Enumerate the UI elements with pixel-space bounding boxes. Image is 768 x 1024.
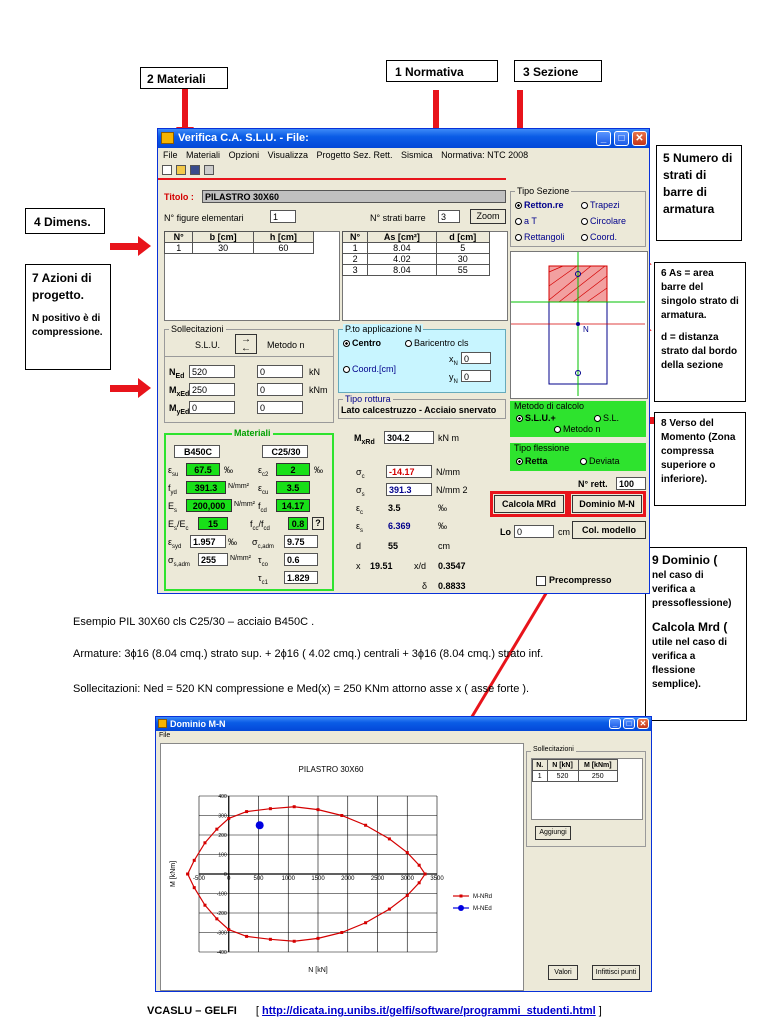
lo-label: Lo: [500, 527, 511, 537]
domain-solle-table-area: [531, 758, 643, 820]
radio-rettangoli[interactable]: [515, 232, 565, 242]
dominio-mn-highlight: [568, 491, 646, 517]
menu-visualizza[interactable]: Visualizza: [267, 150, 308, 160]
main-window: [157, 128, 650, 594]
sigma-c-value: -14.17: [386, 465, 432, 478]
mxed-label: $M_{xEd}$: [169, 385, 190, 398]
domain-app-icon: [158, 719, 167, 728]
radio-on-icon: [515, 202, 522, 209]
eps-c-unit: ‰: [438, 503, 447, 513]
chart-ylabel: M [kNm]: [170, 860, 177, 888]
eyd-label: $\varepsilon_{syd}$: [168, 537, 182, 550]
radio-retta-label: Retta: [525, 456, 548, 466]
radio-trapezi-label: Trapezi: [590, 200, 620, 210]
chart-y-tick-label: 0: [223, 872, 227, 878]
callout-azioni-text1: 7 Azioni di progetto.: [32, 271, 92, 302]
precompresso-checkbox[interactable]: [536, 575, 612, 586]
footer-open-bracket: [: [255, 1005, 259, 1017]
radio-off-icon: [581, 202, 588, 209]
callout-dominio-sub: nel caso di verifica a pressoflessione): [652, 570, 732, 609]
es-label: $E_s$: [168, 501, 178, 514]
minimize-icon[interactable]: _: [596, 131, 611, 146]
ned-input[interactable]: 520: [189, 365, 235, 378]
swap-arrows-icon[interactable]: → ←: [235, 334, 257, 354]
tipo-rottura-value: Lato calcestruzzo - Acciaio snervato: [341, 405, 497, 415]
yn-label: $y_N$: [449, 372, 458, 385]
sigma-s-unit: N/mm 2: [436, 485, 468, 495]
mxed-secondary[interactable]: 0: [257, 383, 303, 396]
xn-input[interactable]: 0: [461, 352, 491, 364]
radio-off-icon: [581, 234, 588, 241]
calcola-mrd-highlight: [490, 491, 568, 517]
save-icon[interactable]: [190, 165, 200, 175]
callout-numero-strati-text: 5 Numero di strati di barre di armatura: [663, 151, 733, 216]
callout-dominio-title: 9 Dominio (: [652, 553, 718, 567]
chart-point-mnrd: [340, 814, 343, 817]
chart-y-tick-label: 400: [218, 794, 227, 800]
callout-dimens-text: 4 Dimens.: [34, 215, 91, 229]
chart-point-mnrd: [418, 864, 421, 867]
fyd-label: $f_{yd}$: [168, 483, 177, 496]
chart-y-tick-label: -400: [216, 950, 227, 956]
tipo-rottura-title: Tipo rottura: [345, 394, 391, 404]
es-unit: N/mm²: [234, 501, 255, 508]
maximize-icon[interactable]: □: [614, 131, 629, 146]
fccfcd-label: $f_{cc}/f_{cd}$: [250, 519, 270, 532]
chart-xlabel: N [kN]: [308, 967, 328, 974]
callout-area-barre-text1: 6 As = area barre del singolo strato di armatura.: [661, 268, 739, 321]
sigma-c-label: $\sigma_c$: [356, 467, 365, 480]
chart-point-mnrd: [186, 873, 189, 876]
ssadm-value[interactable]: 255: [198, 553, 228, 566]
callout-materiali-text: 2 Materiali: [147, 72, 206, 86]
mrd-unit: kN m: [438, 433, 459, 443]
zoom-button[interactable]: Zoom: [470, 209, 506, 224]
radio-circolare[interactable]: [581, 216, 626, 226]
d-label: d: [356, 541, 362, 551]
chart-point-mnrd: [424, 873, 427, 876]
chart-x-tick-label: 3500: [430, 876, 444, 883]
dims-cell[interactable]: 30: [193, 243, 253, 254]
ecu-value[interactable]: 3.5: [276, 481, 310, 494]
chart-point-mnrd: [215, 828, 218, 831]
checkbox-icon: [536, 576, 546, 586]
radio-off-icon: [581, 218, 588, 225]
radio-a-t[interactable]: [515, 216, 537, 226]
fyd-unit: N/mm²: [228, 483, 249, 490]
main-window-title: Verifica C.A. S.L.U. - File:: [178, 132, 309, 144]
chart-point-mnrd: [406, 894, 409, 897]
p-applicazione-group: [338, 324, 506, 393]
dominio-mn-button[interactable]: Dominio M-N: [572, 495, 642, 513]
radio-sl-label: S.L.: [603, 413, 620, 423]
domain-minimize-icon[interactable]: _: [609, 718, 621, 729]
radio-off-icon: [594, 415, 601, 422]
azioni-rows: [165, 356, 333, 423]
precompresso-label: Precompresso: [549, 575, 612, 585]
main-window-titlebar[interactable]: [158, 129, 649, 148]
footer-close-bracket: ]: [598, 1005, 602, 1017]
chart-point-mnrd: [317, 808, 320, 811]
chart-point-mnrd: [203, 841, 206, 844]
yn-input[interactable]: 0: [461, 370, 491, 382]
eps-c-label: $\varepsilon_c$: [356, 503, 364, 516]
domain-maximize-icon[interactable]: □: [623, 718, 635, 729]
d-value: 55: [388, 541, 399, 551]
chart-point-mnrd: [245, 810, 248, 813]
chart-x-tick-label: 2000: [341, 876, 355, 883]
chart-point-mnrd: [388, 908, 391, 911]
footer-left: VCASLU – GELFI: [147, 1005, 237, 1017]
steel-class-button[interactable]: B450C: [174, 445, 220, 458]
section-preview: [510, 251, 648, 399]
domain-solle-table: [532, 759, 618, 782]
x-label: x: [356, 561, 361, 571]
esu-unit: ‰: [224, 465, 233, 475]
radio-off-icon: [515, 234, 522, 241]
section-drawing: [511, 252, 645, 396]
menu-opzioni[interactable]: Opzioni: [228, 150, 260, 160]
radio-rettangolo[interactable]: [515, 200, 564, 210]
radio-rettangolo-label: Retton.re: [524, 200, 564, 210]
esec-value[interactable]: 15: [198, 517, 228, 530]
esu-label: $\varepsilon_{su}$: [168, 465, 179, 478]
materiali-title: Materiali: [234, 428, 271, 438]
domain-solle-cell[interactable]: 250: [578, 771, 617, 782]
radio-coord[interactable]: [581, 232, 617, 242]
concrete-class-button[interactable]: C25/30: [262, 445, 308, 458]
chart-point-mnrd: [340, 931, 343, 934]
radio-off-icon: [405, 340, 412, 347]
ssadm-unit: N/mm²: [230, 555, 251, 562]
chart-point-mnrd: [406, 851, 409, 854]
radio-a-t-label: a T: [524, 216, 537, 226]
callout-verso-momento-text: 8 Verso del Momento (Zona compressa superiore o inferiore).: [661, 418, 736, 485]
slu-label: S.L.U.: [195, 340, 221, 350]
legend-label-mnrd: M-NRd: [473, 894, 492, 900]
x-value: 19.51: [370, 561, 393, 571]
menu-file[interactable]: File: [163, 150, 178, 160]
bars-table: [342, 231, 490, 276]
d-unit: cm: [438, 541, 450, 551]
chart-point-mnrd: [269, 938, 272, 941]
chart-x-tick-label: 0: [227, 876, 231, 883]
domain-solle-title: Sollecitazioni: [533, 746, 574, 753]
dims-header-b: b [cm]: [193, 232, 253, 243]
bars-cell[interactable]: 1: [343, 243, 368, 254]
tc1-label: $\tau_{c1}$: [258, 573, 268, 586]
chart-y-tick-label: -200: [216, 911, 227, 917]
chart-x-tick-label: 2500: [370, 876, 385, 883]
chart-x-tick-label: 1000: [281, 876, 295, 883]
bars-cell[interactable]: 2: [343, 254, 368, 265]
mrd-value: 304.2: [384, 431, 434, 444]
sollecitazioni-group: [164, 324, 334, 423]
legend-marker-mned: [458, 905, 464, 911]
radio-metodo-n[interactable]: [554, 424, 601, 434]
mxed-unit: kNm: [309, 385, 328, 395]
chart-point-mnrd: [227, 817, 230, 820]
bars-header-as: As [cm²]: [368, 232, 436, 243]
radio-slu[interactable]: [516, 413, 556, 423]
eyd-value: 1.957: [190, 535, 226, 548]
nfig-input[interactable]: 1: [270, 210, 296, 223]
tipo-flessione-group: [510, 443, 646, 471]
eps-s-label: $\varepsilon_s$: [356, 521, 364, 534]
menu-normativa[interactable]: Normativa: NTC 2008: [441, 150, 529, 160]
paragraph-armature: Armature: 3ϕ16 (8.04 cmq.) strato sup. + 2ϕ16 ( 4.02 cmq.) centrali + 3ϕ16 (8.04 cmq.) strato inf.: [73, 648, 544, 660]
dims-cell[interactable]: 60: [253, 243, 313, 254]
eps-s-unit: ‰: [438, 521, 447, 531]
chart-y-tick-label: -100: [216, 891, 227, 898]
radio-circolare-label: Circolare: [590, 216, 627, 226]
ned-label: $N_{Ed}$: [169, 367, 185, 380]
radio-coord-label: Coord.: [590, 232, 618, 242]
callout-sezione-text: 3 Sezione: [523, 65, 579, 79]
callout-normativa-text: 1 Normativa: [395, 65, 464, 79]
domain-chart-area: [160, 743, 524, 991]
footer-link[interactable]: http://dicata.ing.unibs.it/gelfi/software/programmi_studenti.html: [262, 1005, 596, 1017]
main-menubar: [160, 148, 647, 162]
radio-off-icon: [554, 426, 561, 433]
ec2-unit: ‰: [314, 465, 323, 475]
callout-calcola-sub: utile nel caso di verifica a flessione semplice).: [652, 637, 728, 690]
radio-off-icon: [580, 458, 587, 465]
bars-cell[interactable]: 4.02: [368, 254, 436, 265]
legend-marker-mnrd: [460, 895, 463, 898]
radio-baricentro-label: Baricentro cls: [414, 338, 469, 348]
radio-deviata[interactable]: [580, 456, 620, 466]
bars-cell[interactable]: 5: [436, 243, 489, 254]
domain-menu-file[interactable]: File: [159, 732, 171, 739]
esec-label: $E_s/E_c$: [168, 519, 189, 532]
materiali-group: [164, 428, 334, 591]
sollecitazioni-title: Sollecitazioni: [171, 324, 224, 334]
chart-point-mnrd: [293, 940, 296, 943]
chart-point-mnrd: [317, 937, 320, 940]
col-modello-button[interactable]: Col. modello: [572, 521, 646, 539]
menu-materiali[interactable]: Materiali: [186, 150, 221, 160]
callout-area-barre-text2: d = distanza strato dal bordo della sezione: [661, 332, 738, 371]
ned-unit: kN: [309, 367, 320, 377]
bars-cell[interactable]: 55: [436, 265, 489, 276]
fyd-value[interactable]: 391.3: [186, 481, 226, 494]
chart-x-tick-label: 3000: [400, 876, 414, 883]
lo-unit: cm: [558, 527, 570, 537]
close-icon[interactable]: ✕: [632, 131, 647, 146]
chart-point-mnrd: [215, 917, 218, 920]
radio-centro[interactable]: [343, 338, 381, 348]
chart-point-mnrd: [418, 881, 421, 884]
bars-header-n: N°: [343, 232, 368, 243]
ssadm-label: $\sigma_{s,adm}$: [168, 555, 190, 568]
chart-y-tick-label: 100: [218, 852, 227, 859]
radio-coord-cm-label: Coord.[cm]: [352, 364, 397, 374]
chart-point-mnrd: [364, 921, 367, 924]
infittisci-button[interactable]: Infittisci punti: [592, 965, 640, 980]
menu-sismica[interactable]: Sismica: [401, 150, 433, 160]
chart-x-tick-label: 500: [253, 876, 264, 883]
footer: [147, 1005, 602, 1017]
ecu-label: $\varepsilon_{cu}$: [258, 483, 269, 496]
print-icon[interactable]: [204, 165, 214, 175]
titolo-input[interactable]: PILASTRO 30X60: [202, 190, 506, 203]
chart-point-mnrd: [245, 935, 248, 938]
chart-y-tick-label: 200: [218, 833, 227, 839]
radio-off-icon: [515, 218, 522, 225]
valori-button[interactable]: Valori: [548, 965, 578, 980]
eyd-unit: ‰: [228, 537, 237, 547]
aggiungi-button[interactable]: Aggiungi: [535, 826, 571, 840]
chart-x-tick-label: -500: [192, 876, 206, 883]
svg-text:N: N: [583, 325, 589, 334]
dims-table: [164, 231, 314, 254]
myed-secondary[interactable]: 0: [257, 401, 303, 414]
eps-c-value: 3.5: [388, 503, 401, 513]
radio-retta[interactable]: [516, 456, 548, 466]
myed-input[interactable]: 0: [189, 401, 235, 414]
ned-secondary[interactable]: 0: [257, 365, 303, 378]
dims-header-h: h [cm]: [253, 232, 313, 243]
domain-chart: [161, 744, 521, 988]
mxed-input[interactable]: 250: [189, 383, 235, 396]
nstrati-input[interactable]: 3: [438, 210, 460, 223]
p-applicazione-title: P.to applicazione N: [345, 324, 422, 334]
chart-point-mnrd: [364, 824, 367, 827]
fcd-label: $f_{cd}$: [258, 501, 267, 514]
tipo-flessione-title: Tipo flessione: [514, 443, 570, 453]
domain-solle-header: N.: [533, 760, 548, 771]
chart-y-tick-label: 300: [218, 813, 227, 820]
metodo-calcolo-group: [510, 401, 646, 437]
sigma-s-label: $\sigma_s$: [356, 485, 365, 498]
tipo-rottura-group: [338, 394, 506, 419]
domain-solle-header: M [kNm]: [578, 760, 617, 771]
radio-on-icon: [343, 340, 350, 347]
chart-x-tick-label: 1500: [311, 876, 325, 883]
radio-sl[interactable]: [594, 413, 619, 423]
esu-value[interactable]: 67.5: [186, 463, 220, 476]
bars-cell[interactable]: 8.04: [368, 265, 436, 276]
domain-solle-cell[interactable]: 1: [533, 771, 548, 782]
separator-line: [158, 178, 506, 180]
metodo-calcolo-title: Metodo di calcolo: [514, 401, 585, 411]
xd-value: 0.3547: [438, 561, 466, 571]
es-value[interactable]: 200,000: [186, 499, 232, 512]
titolo-label: Titolo :: [164, 192, 194, 202]
domain-window-titlebar[interactable]: [156, 717, 651, 731]
open-folder-icon[interactable]: [176, 165, 186, 175]
nstrati-label: N° strati barre: [370, 213, 426, 223]
radio-rettangoli-label: Rettangoli: [524, 232, 565, 242]
radio-metodo-n-label: Metodo n: [563, 424, 601, 434]
nrett-input[interactable]: 100: [616, 477, 646, 490]
new-file-icon[interactable]: [162, 165, 172, 175]
tc1-value: 1.829: [284, 571, 318, 584]
scadm-label: $\sigma_{c,adm}$: [252, 537, 274, 550]
chart-title: PILASTRO 30X60: [298, 765, 364, 774]
ec2-value[interactable]: 2: [276, 463, 310, 476]
metodo-n-label: Metodo n: [267, 340, 305, 350]
dims-header-n: N°: [165, 232, 193, 243]
bars-cell[interactable]: 30: [436, 254, 489, 265]
tco-label: $\tau_{co}$: [258, 555, 268, 568]
bars-header-d: d [cm]: [436, 232, 489, 243]
radio-trapezi[interactable]: [581, 200, 620, 210]
myed-label: $M_{yEd}$: [169, 403, 190, 416]
radio-off-icon: [343, 366, 350, 373]
paragraph-sollecitazioni: Sollecitazioni: Ned = 520 KN compressione e Med(x) = 250 KNm attorno asse x ( asse forte ).: [73, 683, 530, 695]
radio-centro-label: Centro: [352, 338, 381, 348]
lo-input[interactable]: 0: [514, 525, 554, 538]
delta-value: 0.8833: [438, 581, 466, 591]
sigma-c-unit: N/mm: [436, 467, 460, 477]
radio-on-icon: [516, 415, 523, 422]
main-toolbar: [160, 163, 216, 177]
domain-solle-cell[interactable]: 520: [547, 771, 578, 782]
chart-point-mnrd: [293, 805, 296, 808]
domain-close-icon[interactable]: ✕: [637, 718, 649, 729]
xd-label: x/d: [414, 561, 427, 571]
domain-window: [155, 716, 652, 992]
eps-s-value: 6.369: [388, 521, 411, 531]
callout-azioni-text2: N positivo è di compressione.: [32, 313, 103, 338]
xn-label: $x_N$: [449, 354, 458, 367]
tipo-sezione-group: [510, 186, 646, 247]
radio-baricentro[interactable]: [405, 338, 469, 348]
radio-deviata-label: Deviata: [589, 456, 620, 466]
ec2-label: $\varepsilon_{c2}$: [258, 465, 269, 478]
radio-on-icon: [516, 458, 523, 465]
chart-point-mnrd: [388, 837, 391, 840]
paragraph-example: Esempio PIL 30X60 cls C25/30 – acciaio B450C .: [73, 616, 315, 628]
chart-point-mnrd: [227, 928, 230, 931]
calcola-mrd-button[interactable]: Calcola MRd: [494, 495, 564, 513]
scadm-value[interactable]: 9.75: [284, 535, 318, 548]
mrd-label: $M_{xRd}$: [354, 433, 375, 446]
sigma-s-value: 391.3: [386, 483, 432, 496]
bars-cell[interactable]: 3: [343, 265, 368, 276]
chart-point-mnrd: [193, 886, 196, 889]
chart-point-mnrd: [203, 904, 206, 907]
app-icon: [161, 132, 174, 144]
chart-y-tick-label: -300: [216, 930, 227, 937]
nfig-label: N° figure elementari: [164, 213, 244, 223]
help-icon[interactable]: ?: [312, 517, 324, 530]
callout-calcola-title: Calcola Mrd (: [652, 620, 728, 634]
nrett-label: N° rett.: [578, 479, 608, 489]
chart-point-mnrd: [269, 807, 272, 810]
delta-label: δ: [422, 581, 428, 591]
tco-value[interactable]: 0.6: [284, 553, 318, 566]
domain-window-title: Dominio M-N: [170, 719, 226, 729]
legend-label-mned: M-NEd: [473, 906, 492, 912]
fccfcd-value[interactable]: 0.8: [288, 517, 308, 530]
chart-point-mned: [256, 821, 264, 829]
menu-progetto[interactable]: Progetto Sez. Rett.: [316, 150, 393, 160]
radio-slu-label: S.L.U.+: [525, 413, 556, 423]
tipo-sezione-title: Tipo Sezione: [517, 186, 570, 196]
dims-cell[interactable]: 1: [165, 243, 193, 254]
domain-solle-header: N [kN]: [547, 760, 578, 771]
radio-coord-cm[interactable]: [343, 364, 396, 374]
domain-solle-group: [526, 746, 646, 847]
bars-cell[interactable]: 8.04: [368, 243, 436, 254]
chart-point-mnrd: [193, 859, 196, 862]
fcd-value[interactable]: 14.17: [276, 499, 310, 512]
